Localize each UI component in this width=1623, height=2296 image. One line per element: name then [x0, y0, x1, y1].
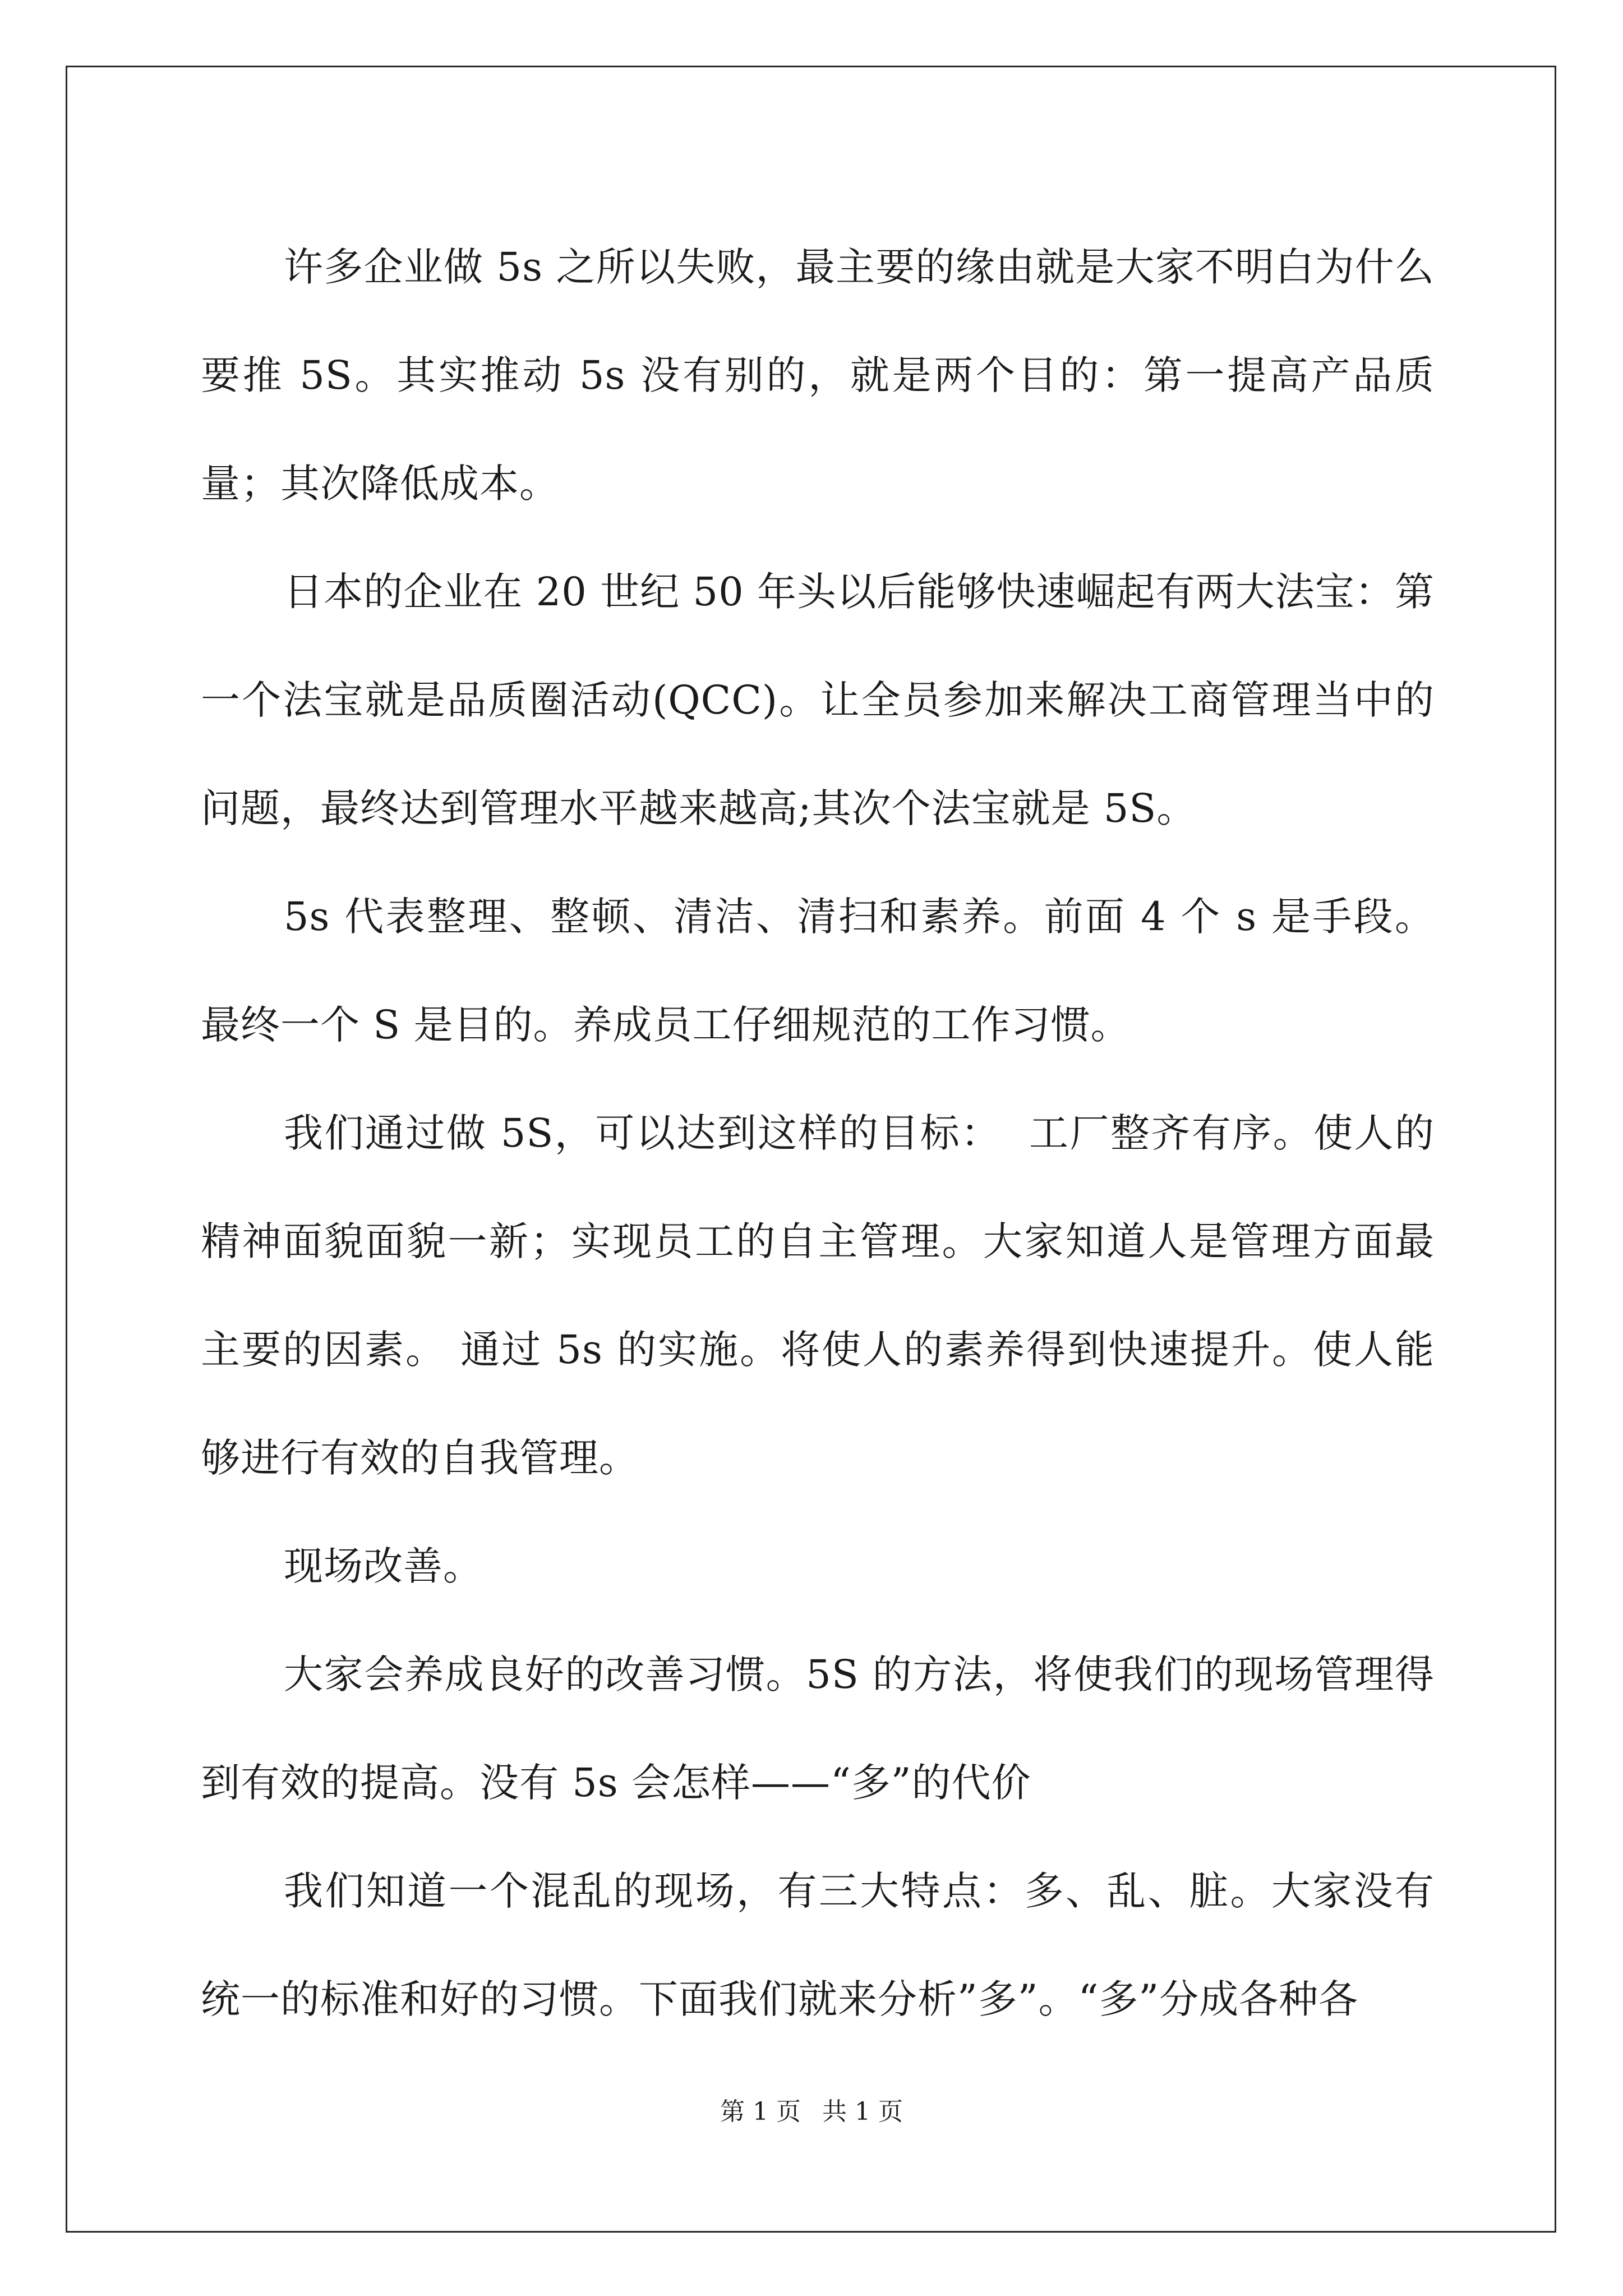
document-body: [201, 213, 1435, 2054]
paragraph-6: 大家会养成良好的改善习惯。5S 的方法，将使我们的现场管理得到有效的提高。没有 5s 会怎样——“多”的代价: [201, 1651, 1435, 1806]
paragraph-4: 我们通过做 5S，可以达到这样的目标： 工厂整齐有序。使人的精神面貌面貌一新；实现员工的自主管理。大家知道人是管理方面最主要的因素。 通过 5s 的实施。将使人的素养得到快速提升。使人能够进行有效的自我管理。: [201, 1110, 1435, 1481]
paragraph-2: 日本的企业在 20 世纪 50 年头以后能够快速崛起有两大法宝：第一个法宝就是品质圈活动(QCC)。让全员参加来解决工商管理当中的问题，最终达到管理水平越来越高;其次个法宝就是 5S。: [201, 569, 1435, 831]
paragraph-5: 现场改善。: [284, 1543, 483, 1589]
paragraph-7: 我们知道一个混乱的现场，有三大特点：多、乱、脏。大家没有统一的标准和好的习惯。下面我们就来分析”多”。“多”分成各种各: [201, 1868, 1435, 2022]
page-footer: [0, 2095, 1623, 2129]
paragraph-1: 许多企业做 5s 之所以失败，最主要的缘由就是大家不明白为什么要推 5S。其实推动 5s 没有别的，就是两个目的：第一提高产品质量；其次降低成本。: [201, 244, 1435, 507]
total-pages: 共 1 页: [822, 2097, 903, 2126]
page-number: 第 1 页: [720, 2097, 801, 2126]
paragraph-3: 5s 代表整理、整顿、清洁、清扫和素养。前面 4 个 s 是手段。最终一个 S 是目的。养成员工仔细规范的工作习惯。: [201, 894, 1435, 1048]
